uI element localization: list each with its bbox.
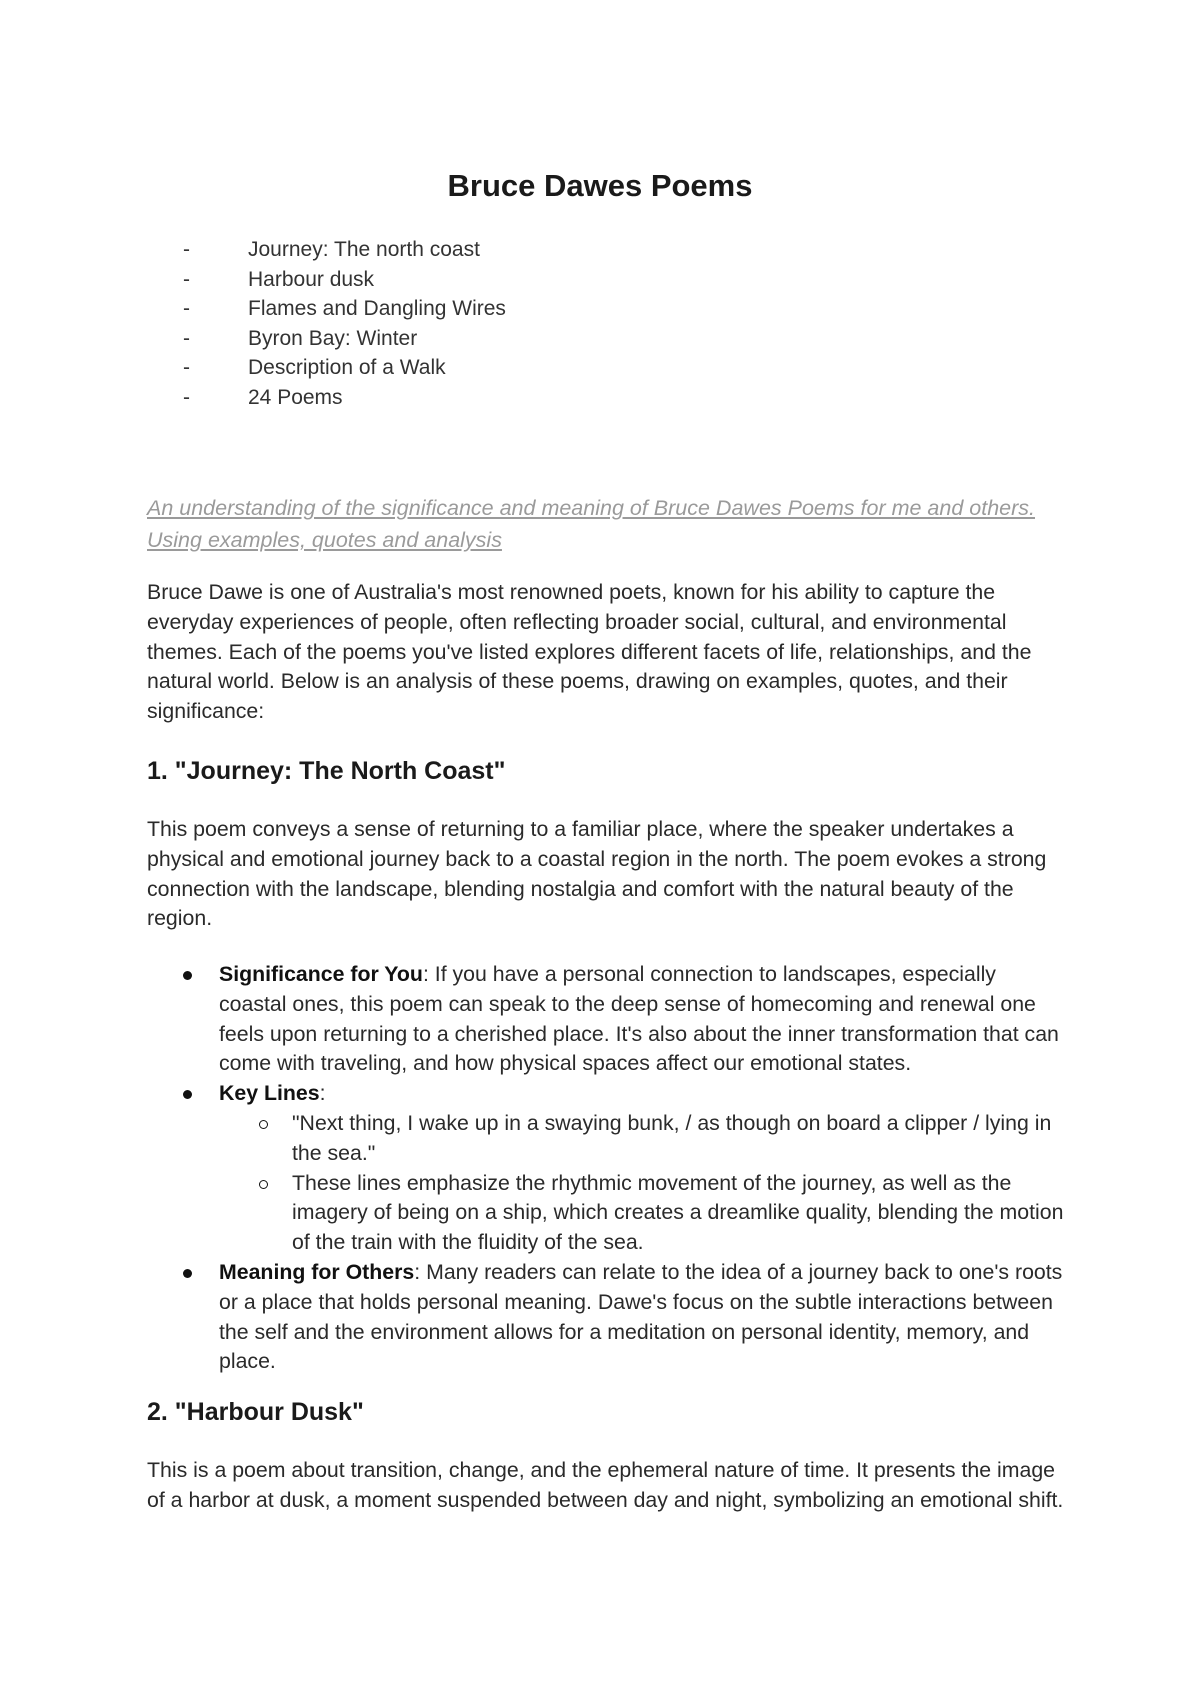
bullet-circle-icon (259, 1180, 268, 1189)
dash-marker: - (183, 297, 190, 320)
intro-paragraph: Bruce Dawe is one of Australia's most renowned poets, known for his ability to capture the everyday experiences of people, often reflecting broader social, cultural, and environmental themes. Each of the poems you've listed explores different facets of life, relationships, and the natural world. Below is an analysis of these poems, drawing on examples, quotes, and their significance: (147, 580, 1032, 724)
key-line-text: "Next thing, I wake up in a swaying bunk, / as though on board a clipper / lying in the sea." (292, 1110, 1052, 1165)
poem-title: Description of a Walk (248, 356, 446, 379)
sub-list-item (292, 1109, 1069, 1169)
dash-marker: - (183, 326, 190, 350)
bullet-dot-icon (183, 971, 192, 980)
section-body: This poem conveys a sense of returning to a familiar place, where the speaker undertakes a physical and emotional journey back to a coastal region in the north. The poem evokes a strong connection with the landscape, blending nostalgia and comfort with the natural beauty of the region. (147, 817, 1047, 931)
document-subtitle: An understanding of the significance and meaning of Bruce Dawes Poems for me and others. Using examples, quotes and analysis (147, 496, 1035, 552)
dash-marker: - (183, 238, 190, 261)
poem-title: 24 Poems (248, 385, 343, 409)
bullet-circle-icon (259, 1120, 268, 1129)
poem-title: Byron Bay: Winter (248, 326, 418, 350)
bullet-dot-icon (183, 1090, 192, 1099)
poem-title: Journey: The north coast (248, 238, 480, 261)
analysis-bullets (219, 960, 1069, 1377)
list-item (183, 324, 506, 354)
poem-title: Flames and Dangling Wires (248, 297, 506, 320)
bullet-label: Significance for You (219, 962, 423, 986)
bullet-significance (219, 960, 1069, 1079)
section-heading: 1. "Journey: The North Coast" (147, 757, 506, 785)
bullet-label: Key Lines (219, 1081, 320, 1106)
bullet-text: : Many readers can relate to the idea of a journey back to one's roots or a place that holds personal meaning. Dawe's focus on the subtle interactions between the self and the environment allows for a meditation on personal identity, memory, and place. (219, 1259, 1063, 1374)
poem-list (183, 235, 506, 412)
key-line-text: These lines emphasize the rhythmic movement of the journey, as well as the imagery of being on a ship, which creates a dreamlike quality, blending the motion of the train with the fluidity of the sea. (292, 1170, 1064, 1255)
list-item (183, 383, 506, 413)
list-item (183, 235, 506, 265)
list-item (183, 294, 506, 324)
section-body: This is a poem about transition, change, and the ephemeral nature of time. It presents the image of a harbor at dusk, a moment suspended between day and night, symbolizing an emotional shift. (147, 1458, 1064, 1512)
bullet-text: : (319, 1081, 326, 1106)
bullet-meaning (219, 1258, 1069, 1377)
dash-marker: - (183, 356, 190, 379)
poem-title: Harbour dusk (248, 267, 375, 291)
bullet-text: : If you have a personal connection to landscapes, especially coastal ones, this poem can speak to the deep sense of homecoming and renewal one feels upon returning to a cherished place. It's also about the inner transformation that can come with traveling, and how physical spaces affect our emotional states. (219, 962, 1059, 1076)
bullet-dot-icon (183, 1269, 192, 1278)
section-heading: 2. "Harbour Dusk" (147, 1398, 364, 1426)
bullet-label: Meaning for Others (219, 1259, 415, 1284)
document-title: Bruce Dawes Poems (447, 168, 753, 203)
key-lines-list (292, 1109, 1069, 1258)
bullet-key-lines (219, 1079, 1069, 1258)
list-item (183, 265, 506, 295)
dash-marker: - (183, 385, 190, 409)
list-item (183, 353, 506, 383)
dash-marker: - (183, 267, 190, 291)
sub-list-item (292, 1169, 1069, 1258)
